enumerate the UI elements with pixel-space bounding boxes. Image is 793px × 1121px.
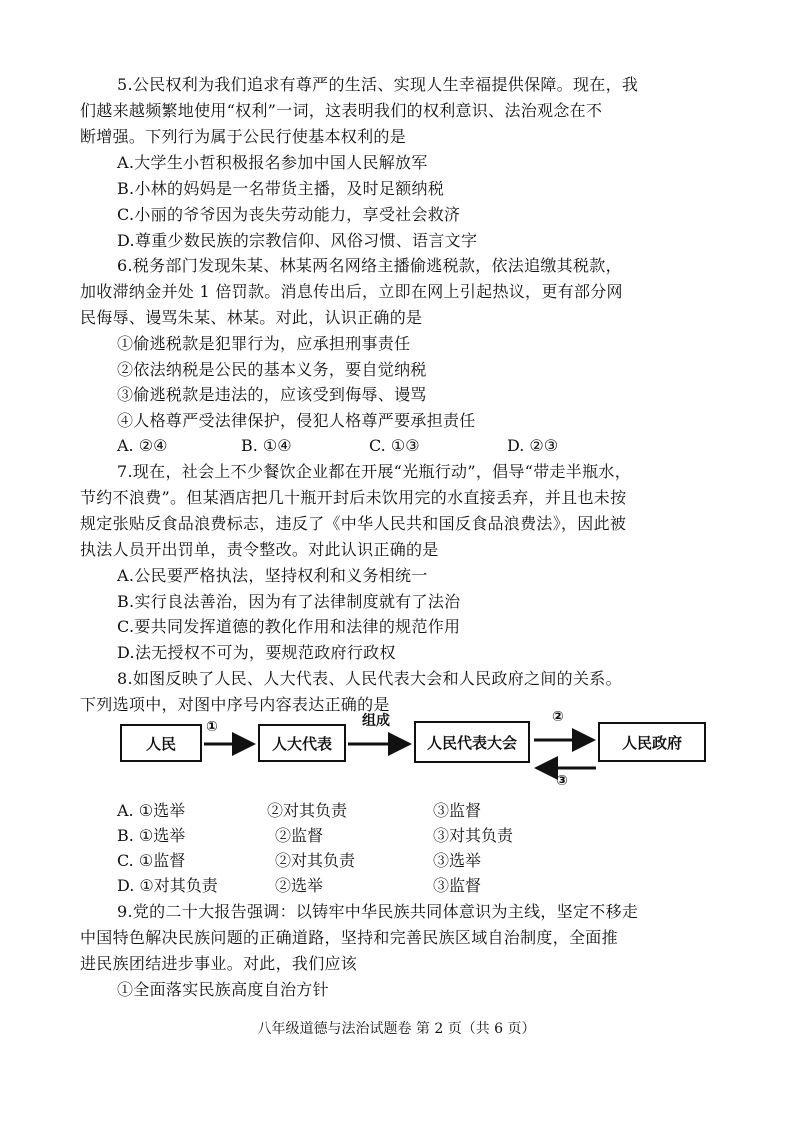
q8-choice-c-1: C. ①监督 <box>117 851 186 870</box>
q7-stem-line-3: 规定张贴反食品浪费标志，违反了《中华人民共和国反食品浪费法》，因此被 <box>80 514 627 533</box>
q6-statement-1: ①偷逃税款是犯罪行为，应承担刑事责任 <box>117 334 411 353</box>
q6-stem-line-2: 加收滞纳金并处 1 倍罚款。消息传出后，立即在网上引起热议，更有部分网 <box>80 282 623 301</box>
q8-choice-a <box>117 798 617 824</box>
q8-choice-d-2: ②选举 <box>275 876 324 895</box>
q8-choice-b-2: ②监督 <box>275 826 324 845</box>
page-footer: 八年级道德与法治试题卷 第 2 页（共 6 页） <box>257 1021 536 1037</box>
label-circle-2: ② <box>552 709 564 725</box>
box-government: 人民政府 <box>598 722 706 762</box>
q6-statement-3: ③偷逃税款是违法的，应该受到侮辱、谩骂 <box>117 385 427 404</box>
box-deputies: 人大代表 <box>258 724 346 762</box>
q5-stem-line-1: 5.公民权利为我们追求有尊严的生活、实现人生幸福提供保障。现在，我 <box>117 75 639 94</box>
q7-stem-line-2: 节约不浪费”。但某酒店把几十瓶开封后未饮用完的水直接丢弃，并且也未按 <box>80 488 627 507</box>
q8-stem-line-2: 下列选项中，对图中序号内容表达正确的是 <box>80 695 390 714</box>
label-circle-1: ① <box>206 719 218 735</box>
label-compose: 组成 <box>362 713 390 729</box>
q8-choice-c <box>117 848 617 874</box>
q9-statement-1: ①全面落实民族高度自治方针 <box>117 980 329 999</box>
q8-choice-c-2: ②对其负责 <box>275 851 356 870</box>
q6-choice-c: C. ①③ <box>369 436 420 455</box>
q6-statement-4: ④人格尊严受法律保护，侵犯人格尊严要承担责任 <box>117 411 476 430</box>
q8-choice-d-1: D. ①对其负责 <box>117 876 218 895</box>
q7-option-b: B.实行良法善治，因为有了法律制度就有了法治 <box>117 592 461 611</box>
q5-option-d: D.尊重少数民族的宗教信仰、风俗习惯、语言文字 <box>117 231 478 250</box>
q5-option-c: C.小丽的爷爷因为丧失劳动能力，享受社会救济 <box>117 205 461 224</box>
q8-choice-a-3: ③监督 <box>433 801 482 820</box>
q6-stem-line-1: 6.税务部门发现朱某、林某两名网络主播偷逃税款，依法追缴其税款， <box>117 256 622 275</box>
q5-stem-line-3: 断增强。下列行为属于公民行使基本权利的是 <box>80 127 407 146</box>
q8-choice-d-3: ③监督 <box>433 876 482 895</box>
q8-choice-b-3: ③对其负责 <box>433 826 514 845</box>
q7-stem-line-1: 7.现在，社会上不少餐饮企业都在开展“光瓶行动”，倡导“带走半瓶水， <box>117 462 632 481</box>
q8-choice-b <box>117 823 617 849</box>
q5-option-a: A.大学生小哲积极报名参加中国人民解放军 <box>117 153 428 172</box>
q7-option-a: A.公民要严格执法，坚持权利和义务相统一 <box>117 566 428 585</box>
q6-stem-line-3: 民侮辱、谩骂朱某、林某。对此，认识正确的是 <box>80 308 423 327</box>
q6-choice-a: A. ②④ <box>117 436 168 455</box>
q9-stem-line-2: 中国特色解决民族问题的正确道路，坚持和完善民族区域自治制度，全面推 <box>80 928 618 947</box>
q6-statement-2: ②依法纳税是公民的基本义务，要自觉纳税 <box>117 360 427 379</box>
q8-choice-d <box>117 873 617 899</box>
q9-stem-line-3: 进民族团结进步事业。对此，我们应该 <box>80 954 358 973</box>
q6-choice-b: B. ①④ <box>241 436 292 455</box>
box-congress: 人民代表大会 <box>414 721 530 763</box>
q5-stem-line-2: 们越来越频繁地使用“权利”一词，这表明我们的权利意识、法治观念在不 <box>80 101 603 120</box>
q8-choice-b-1: B. ①选举 <box>117 826 186 845</box>
q8-stem-line-1: 8.如图反映了人民、人大代表、人民代表大会和人民政府之间的关系。 <box>117 669 622 688</box>
label-circle-3: ③ <box>556 773 568 789</box>
q8-choice-a-2: ②对其负责 <box>267 801 348 820</box>
q6-choice-d: D. ②③ <box>507 436 559 455</box>
box-people: 人民 <box>120 724 202 762</box>
q9-stem-line-1: 9.党的二十大报告强调：以铸牢中华民族共同体意识为主线，坚定不移走 <box>117 902 639 921</box>
q5-option-b: B.小林的妈妈是一名带货主播，及时足额纳税 <box>117 179 445 198</box>
q8-choice-a-1: A. ①选举 <box>117 801 186 820</box>
q7-option-d: D.法无授权不可为，要规范政府行政权 <box>117 643 396 662</box>
q7-option-c: C.要共同发挥道德的教化作用和法律的规范作用 <box>117 617 461 636</box>
q7-stem-line-4: 执法人员开出罚单，责令整改。对此认识正确的是 <box>80 540 439 559</box>
q8-choice-c-3: ③选举 <box>433 851 482 870</box>
